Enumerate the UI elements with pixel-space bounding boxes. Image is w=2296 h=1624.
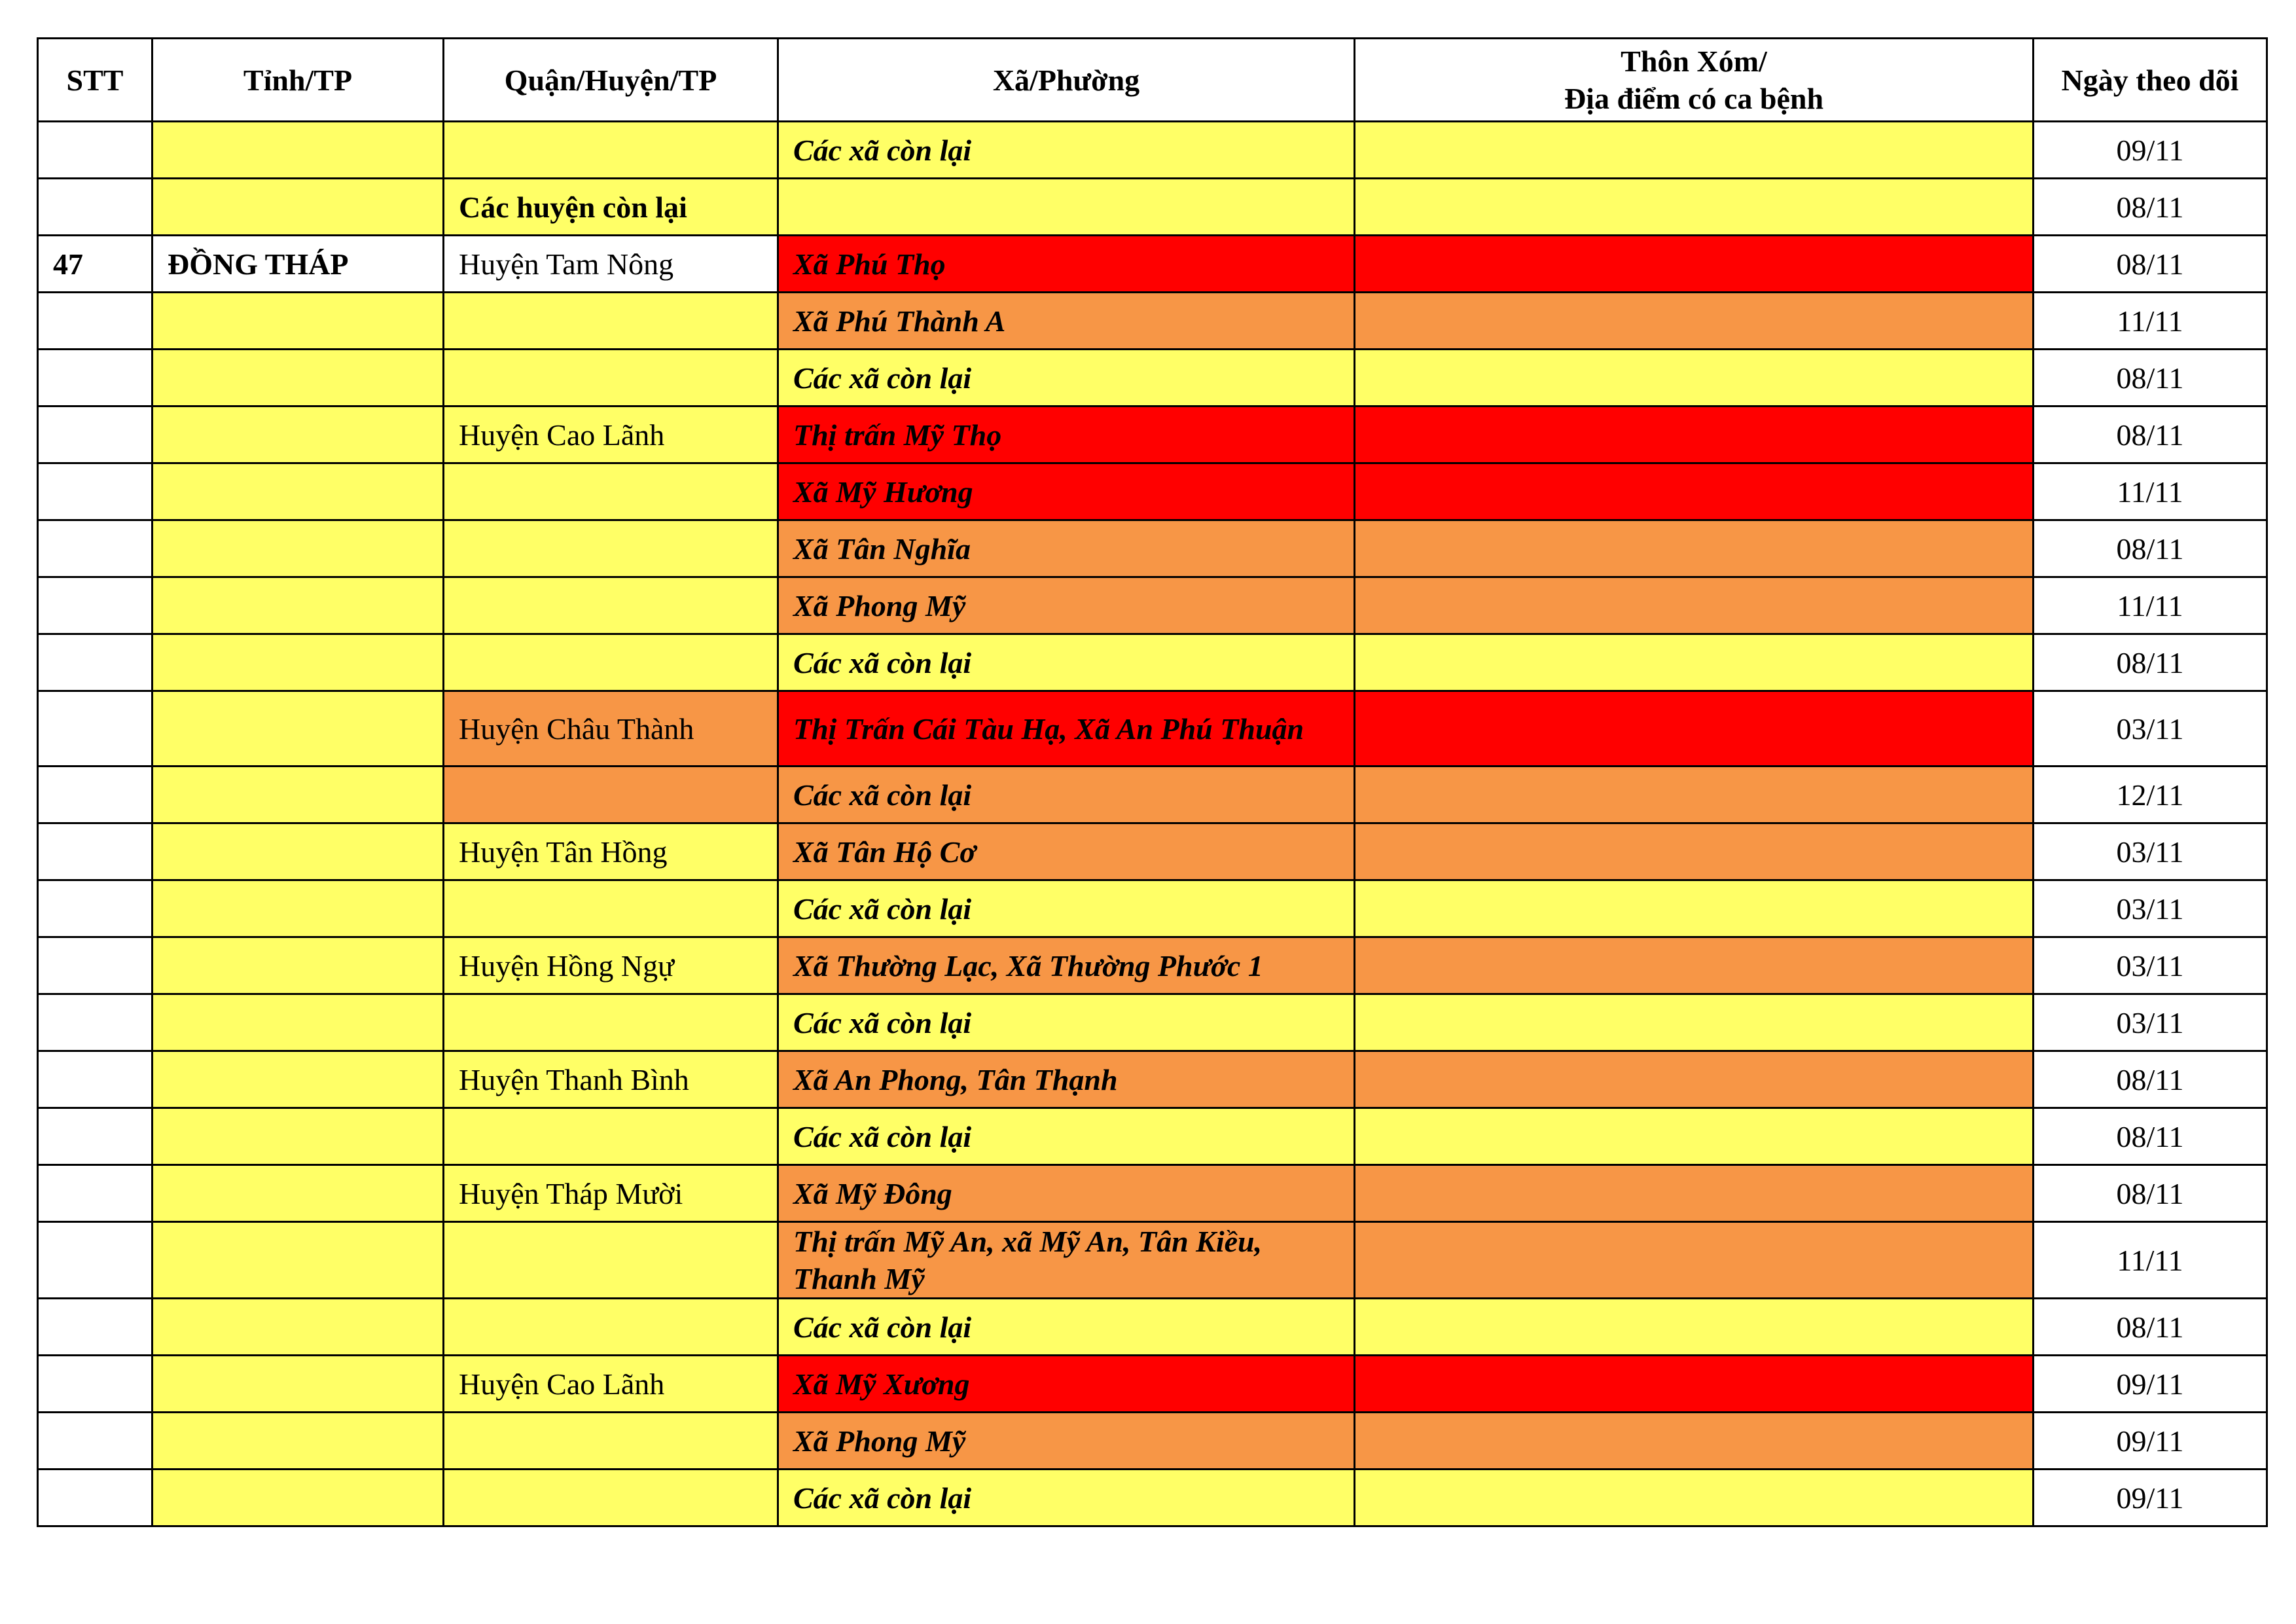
cell-province <box>152 1470 444 1526</box>
cell-commune: Xã Phú Thành A <box>778 293 1355 350</box>
cell-district <box>444 1108 778 1165</box>
cell-district <box>444 1470 778 1526</box>
cell-stt <box>38 1222 152 1299</box>
cell-monitor-date: 03/11 <box>2034 994 2267 1051</box>
cell-district <box>444 577 778 634</box>
cell-stt <box>38 293 152 350</box>
cell-commune: Xã Phong Mỹ <box>778 1413 1355 1470</box>
cell-district: Huyện Hồng Ngự <box>444 937 778 994</box>
cell-monitor-date: 08/11 <box>2034 406 2267 463</box>
table-row <box>38 1222 2267 1299</box>
cell-monitor-date: 03/11 <box>2034 880 2267 937</box>
table-row <box>38 1413 2267 1470</box>
cell-district <box>444 634 778 691</box>
cell-stt <box>38 1165 152 1222</box>
cell-monitor-date: 03/11 <box>2034 937 2267 994</box>
cell-commune: Các xã còn lại <box>778 1299 1355 1356</box>
table-row <box>38 1165 2267 1222</box>
cell-hamlet <box>1355 994 2034 1051</box>
table-row <box>38 577 2267 634</box>
table-row <box>38 634 2267 691</box>
cell-monitor-date: 08/11 <box>2034 179 2267 236</box>
cell-province <box>152 1299 444 1356</box>
table-row <box>38 463 2267 520</box>
header-row <box>38 39 2267 122</box>
cell-commune: Thị trấn Mỹ An, xã Mỹ An, Tân Kiều, Thanh Mỹ <box>778 1222 1355 1299</box>
cell-commune: Xã Tân Hộ Cơ <box>778 823 1355 880</box>
table-row <box>38 691 2267 767</box>
cell-province <box>152 293 444 350</box>
cell-monitor-date: 08/11 <box>2034 520 2267 577</box>
cell-district <box>444 767 778 823</box>
cell-province <box>152 691 444 767</box>
cell-monitor-date: 11/11 <box>2034 293 2267 350</box>
table-row <box>38 350 2267 406</box>
cell-stt <box>38 691 152 767</box>
table-row <box>38 1470 2267 1526</box>
cell-commune: Các xã còn lại <box>778 1108 1355 1165</box>
cell-hamlet <box>1355 122 2034 179</box>
cell-hamlet <box>1355 691 2034 767</box>
cell-district: Các huyện còn lại <box>444 179 778 236</box>
cell-province <box>152 122 444 179</box>
cell-province <box>152 1413 444 1470</box>
cell-stt <box>38 767 152 823</box>
cell-province <box>152 823 444 880</box>
cell-commune: Các xã còn lại <box>778 634 1355 691</box>
cell-hamlet <box>1355 463 2034 520</box>
cell-province <box>152 179 444 236</box>
cell-monitor-date: 08/11 <box>2034 350 2267 406</box>
cell-monitor-date: 08/11 <box>2034 1051 2267 1108</box>
cell-stt <box>38 823 152 880</box>
cell-province <box>152 1356 444 1413</box>
cell-stt <box>38 350 152 406</box>
cell-province <box>152 406 444 463</box>
monitoring-table-container <box>37 37 2266 1527</box>
cell-hamlet <box>1355 1051 2034 1108</box>
cell-stt <box>38 1108 152 1165</box>
cell-district: Huyện Cao Lãnh <box>444 1356 778 1413</box>
cell-province <box>152 634 444 691</box>
cell-district: Huyện Tháp Mười <box>444 1165 778 1222</box>
cell-commune: Xã Mỹ Hương <box>778 463 1355 520</box>
table-row <box>38 1356 2267 1413</box>
cell-hamlet <box>1355 1470 2034 1526</box>
cell-stt <box>38 994 152 1051</box>
cell-hamlet <box>1355 880 2034 937</box>
cell-district <box>444 1299 778 1356</box>
cell-commune: Các xã còn lại <box>778 1470 1355 1526</box>
cell-district <box>444 994 778 1051</box>
cell-province <box>152 880 444 937</box>
cell-monitor-date: 09/11 <box>2034 1356 2267 1413</box>
cell-district <box>444 1413 778 1470</box>
cell-monitor-date: 11/11 <box>2034 577 2267 634</box>
table-row <box>38 179 2267 236</box>
cell-commune: Các xã còn lại <box>778 994 1355 1051</box>
cell-province <box>152 350 444 406</box>
cell-commune: Xã Thường Lạc, Xã Thường Phước 1 <box>778 937 1355 994</box>
cell-monitor-date: 11/11 <box>2034 463 2267 520</box>
cell-commune: Các xã còn lại <box>778 350 1355 406</box>
cell-province <box>152 937 444 994</box>
cell-province <box>152 1108 444 1165</box>
cell-province <box>152 994 444 1051</box>
cell-district <box>444 1222 778 1299</box>
header-commune: Xã/Phường <box>778 39 1355 122</box>
cell-district <box>444 350 778 406</box>
cell-commune: Xã Mỹ Xương <box>778 1356 1355 1413</box>
cell-province <box>152 1222 444 1299</box>
header-hamlet-line1: Thôn Xóm/ <box>1621 45 1767 78</box>
cell-stt <box>38 520 152 577</box>
cell-hamlet <box>1355 1356 2034 1413</box>
cell-hamlet <box>1355 293 2034 350</box>
cell-commune <box>778 179 1355 236</box>
cell-monitor-date: 08/11 <box>2034 236 2267 293</box>
cell-commune: Xã An Phong, Tân Thạnh <box>778 1051 1355 1108</box>
cell-monitor-date: 03/11 <box>2034 823 2267 880</box>
cell-stt <box>38 1051 152 1108</box>
cell-stt <box>38 937 152 994</box>
cell-monitor-date: 08/11 <box>2034 634 2267 691</box>
cell-stt <box>38 179 152 236</box>
cell-stt <box>38 1470 152 1526</box>
cell-hamlet <box>1355 937 2034 994</box>
cell-stt: 47 <box>38 236 152 293</box>
cell-commune: Các xã còn lại <box>778 767 1355 823</box>
cell-monitor-date: 08/11 <box>2034 1299 2267 1356</box>
cell-hamlet <box>1355 634 2034 691</box>
cell-commune: Xã Tân Nghĩa <box>778 520 1355 577</box>
cell-district <box>444 463 778 520</box>
table-row <box>38 1108 2267 1165</box>
cell-province: ĐỒNG THÁP <box>152 236 444 293</box>
cell-hamlet <box>1355 179 2034 236</box>
header-district: Quận/Huyện/TP <box>444 39 778 122</box>
cell-hamlet <box>1355 1299 2034 1356</box>
cell-commune: Xã Phong Mỹ <box>778 577 1355 634</box>
table-row <box>38 122 2267 179</box>
table-row <box>38 823 2267 880</box>
table-row <box>38 520 2267 577</box>
cell-hamlet <box>1355 406 2034 463</box>
cell-hamlet <box>1355 1165 2034 1222</box>
table-row <box>38 406 2267 463</box>
cell-hamlet <box>1355 350 2034 406</box>
cell-stt <box>38 463 152 520</box>
cell-district <box>444 520 778 577</box>
cell-hamlet <box>1355 1222 2034 1299</box>
cell-monitor-date: 08/11 <box>2034 1165 2267 1222</box>
cell-monitor-date: 11/11 <box>2034 1222 2267 1299</box>
table-row <box>38 880 2267 937</box>
cell-stt <box>38 406 152 463</box>
cell-monitor-date: 03/11 <box>2034 691 2267 767</box>
cell-commune: Xã Phú Thọ <box>778 236 1355 293</box>
header-monitor-date: Ngày theo dõi <box>2034 39 2267 122</box>
cell-stt <box>38 122 152 179</box>
cell-province <box>152 1051 444 1108</box>
cell-hamlet <box>1355 1413 2034 1470</box>
cell-stt <box>38 880 152 937</box>
cell-hamlet <box>1355 236 2034 293</box>
header-hamlet <box>1355 39 2034 122</box>
cell-commune: Các xã còn lại <box>778 880 1355 937</box>
header-stt: STT <box>38 39 152 122</box>
monitoring-table <box>37 37 2268 1527</box>
table-row <box>38 767 2267 823</box>
table-row <box>38 994 2267 1051</box>
table-row <box>38 293 2267 350</box>
cell-district: Huyện Cao Lãnh <box>444 406 778 463</box>
header-province: Tỉnh/TP <box>152 39 444 122</box>
cell-commune: Các xã còn lại <box>778 122 1355 179</box>
cell-commune: Xã Mỹ Đông <box>778 1165 1355 1222</box>
cell-monitor-date: 09/11 <box>2034 1413 2267 1470</box>
table-row <box>38 937 2267 994</box>
header-hamlet-line2: Địa điểm có ca bệnh <box>1564 82 1824 115</box>
cell-stt <box>38 1356 152 1413</box>
cell-hamlet <box>1355 823 2034 880</box>
cell-hamlet <box>1355 577 2034 634</box>
cell-hamlet <box>1355 1108 2034 1165</box>
cell-monitor-date: 12/11 <box>2034 767 2267 823</box>
cell-district: Huyện Thanh Bình <box>444 1051 778 1108</box>
cell-commune: Thị Trấn Cái Tàu Hạ, Xã An Phú Thuận <box>778 691 1355 767</box>
cell-hamlet <box>1355 767 2034 823</box>
cell-monitor-date: 09/11 <box>2034 122 2267 179</box>
table-row <box>38 236 2267 293</box>
cell-monitor-date: 09/11 <box>2034 1470 2267 1526</box>
cell-province <box>152 520 444 577</box>
table-body <box>38 122 2267 1526</box>
cell-province <box>152 577 444 634</box>
cell-district <box>444 122 778 179</box>
cell-district <box>444 293 778 350</box>
cell-province <box>152 1165 444 1222</box>
cell-hamlet <box>1355 520 2034 577</box>
cell-district: Huyện Châu Thành <box>444 691 778 767</box>
cell-district: Huyện Tam Nông <box>444 236 778 293</box>
cell-commune: Thị trấn Mỹ Thọ <box>778 406 1355 463</box>
cell-stt <box>38 634 152 691</box>
cell-monitor-date: 08/11 <box>2034 1108 2267 1165</box>
cell-province <box>152 767 444 823</box>
cell-stt <box>38 577 152 634</box>
cell-province <box>152 463 444 520</box>
cell-district <box>444 880 778 937</box>
table-row <box>38 1299 2267 1356</box>
cell-stt <box>38 1413 152 1470</box>
table-row <box>38 1051 2267 1108</box>
cell-district: Huyện Tân Hồng <box>444 823 778 880</box>
cell-stt <box>38 1299 152 1356</box>
